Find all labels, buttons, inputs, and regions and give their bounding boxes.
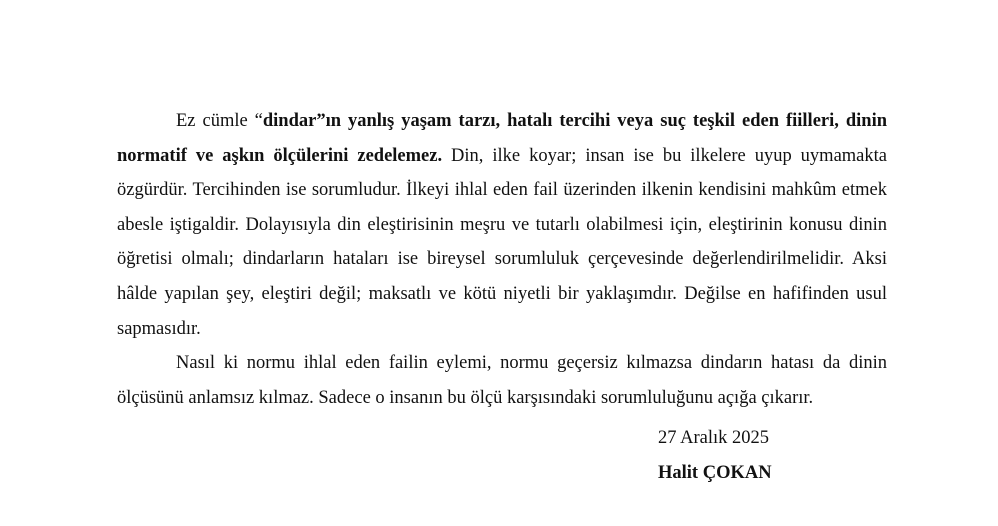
paragraph-1-lead: Ez cümle “ <box>176 111 263 131</box>
paragraph-1 <box>117 104 887 346</box>
date: 27 Aralık 2025 <box>658 428 769 448</box>
paragraph-2: Nasıl ki normu ihlal eden failin eylemi, normu geçersiz kılmazsa dindarın hatası da dinin ölçüsünü anlamsız kılmaz. Sadece o insanın bu ölçü karşısındaki sorumluluğunu açığa çıkarır. <box>117 353 887 408</box>
paragraph-1-rest: Din, ilke koyar; insan ise bu ilkelere uyup uymamakta özgürdür. Tercihinden ise sorumludur. İlkeyi ihlal eden fail üzerinden ilkenin kendisini mahkûm etmek abesle iştigaldir. Dolayısıyla din eleştirisinin meşru ve tutarlı olabilmesi için, eleştirinin konusu dinin öğretisi olmalı; dindarların hataları ise bireysel sorumluluk çerçevesinde değerlendirilmelidir. Aksi hâlde yapılan şey, eleştiri değil; maksatlı ve kötü niyetli bir yaklaşımdır. Değilse en hafifinden usul sapmasıdır. <box>117 145 887 339</box>
paragraph-1-bold-text: dindar”ın yanlış yaşam tarzı, hatalı tercihi veya suç teşkil eden fiilleri, dinin normatif ve aşkın ölçülerini zedelemez. <box>117 111 888 166</box>
document-body <box>117 104 887 415</box>
author-name: Halit ÇOKAN <box>658 462 772 483</box>
signature-block <box>658 421 772 490</box>
